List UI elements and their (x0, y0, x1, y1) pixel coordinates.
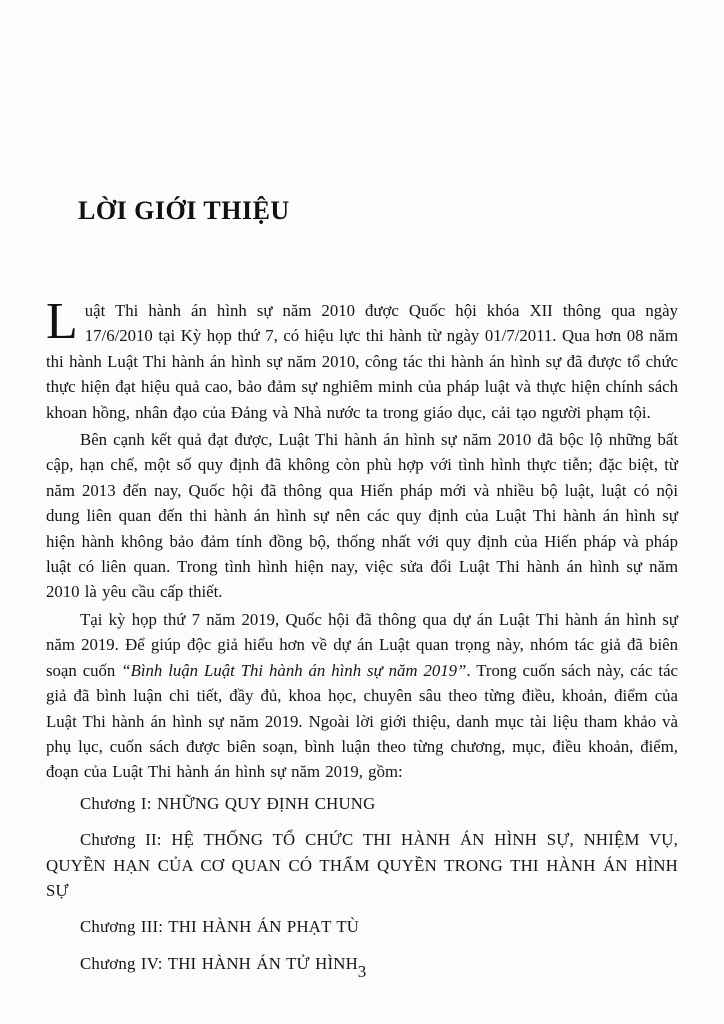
chapter-item-2: Chương II: HỆ THỐNG TỔ CHỨC THI HÀNH ÁN HÌNH SỰ, NHIỆM VỤ, QUYỀN HẠN CỦA CƠ QUAN CÓ THẨM QUYỀN TRONG THI HÀNH ÁN HÌNH SỰ (46, 830, 678, 900)
chapter-item-1: Chương I: NHỮNG QUY ĐỊNH CHUNG (80, 793, 376, 813)
chapter-item-4: Chương IV: THI HÀNH ÁN TỬ HÌNH (80, 953, 358, 973)
paragraph-2-text: Bên cạnh kết quả đạt được, Luật Thi hành án hình sự năm 2010 đã bộc lộ những bất cập, hạn chế, một số quy định đã không còn phù hợp với tình hình thực tiễn; đặc biệt, từ năm 2013 đến nay, Quốc hội đã thông qua Hiến pháp mới và nhiều bộ luật, luật có nội dung liên quan đến thi hành án hình sự nên các quy định của Luật Thi hành án hình sự hiện hành không bảo đảm tính đồng bộ, thống nhất với quy định của Hiến pháp và pháp luật có liên quan. Trong tình hình hiện nay, việc sửa đổi Luật Thi hành án hình sự năm 2010 là yêu cầu cấp thiết. (46, 430, 678, 602)
chapter-item-3: Chương III: THI HÀNH ÁN PHẠT TÙ (80, 917, 360, 937)
paragraph-3-text-after: . Trong cuốn sách này, các tác giả đã bình luận chi tiết, đầy đủ, khoa học, chuyên sâu theo từng điều, khoản, điểm của Luật Thi hành án hình sự năm 2019. Ngoài lời giới thiệu, danh mục tài liệu tham khảo và phụ lục, cuốn sách được biên soạn, bình luận theo từng chương, mục, điều khoản, điểm, đoạn của Luật Thi hành án hình sự năm 2019, gồm: (46, 660, 678, 782)
paragraph-3-text-before: Tại kỳ họp thứ 7 năm 2019, Quốc hội đã thông qua dự án Luật Thi hành án hình sự năm 2019. Để giúp độc giả hiểu hơn về dự án Luật quan trọng này, nhóm tác giả đã biên soạn cuốn (46, 609, 678, 680)
paragraph-2 (46, 427, 678, 605)
book-title-italic: “Bình luận Luật Thi hành án hình sự năm 2019” (121, 660, 467, 680)
paragraph-1-text: uật Thi hành án hình sự năm 2010 được Quốc hội khóa XII thông qua ngày 17/6/2010 tại Kỳ họp thứ 7, có hiệu lực thi hành từ ngày 01/7/2011. Qua hơn 08 năm thi hành Luật Thi hành án hình sự năm 2010, công tác thi hành án hình sự đã được tổ chức thực hiện đạt hiệu quả cao, bảo đảm sự nghiêm minh của pháp luật và thực hiện chính sách khoan hồng, nhân đạo của Đảng và Nhà nước ta trong giáo dục, cải tạo người phạm tội. (46, 301, 678, 422)
paragraph-1 (46, 293, 678, 425)
drop-cap: L (46, 293, 78, 350)
paragraph-3 (46, 607, 678, 785)
page-body (46, 293, 678, 976)
page-title: LỜI GIỚI THIỆU (78, 196, 290, 225)
chapter-list (46, 791, 678, 976)
page-number: 3 (357, 962, 367, 981)
